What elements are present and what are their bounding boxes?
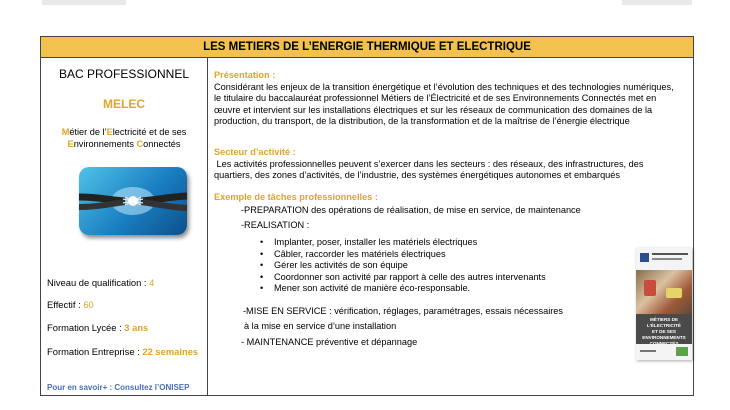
cable-illustration	[79, 167, 187, 235]
lycee-value: 3 ans	[124, 322, 149, 333]
book-footer	[636, 344, 692, 360]
effectif-row	[47, 299, 94, 310]
list-item: • Gérer les activités de son équipe	[260, 260, 600, 272]
presentation-line: production, du transport, de la distribution, de la transformation et de la maîtrise de l’énergie électrique	[214, 116, 630, 127]
metier-line-1	[41, 127, 207, 139]
tool-icon	[644, 280, 656, 296]
secteur-line: Les activités professionnelles peuvent s’exercer dans les secteurs : des réseaux, des infrastructures, des	[214, 158, 644, 169]
list-item: • Câbler, raccorder les matériels électriques	[260, 249, 600, 261]
metier-initial: C	[136, 138, 144, 149]
taches-heading: Exemple de tâches professionnelles :	[214, 192, 378, 202]
publisher-logo-icon	[676, 347, 688, 356]
cable-icon	[79, 167, 187, 235]
niveau-row	[47, 277, 154, 288]
book-title-line: ET DE SES ENVIRONNEMENTS	[642, 329, 686, 340]
secteur-heading: Secteur d’activité :	[214, 147, 296, 157]
book-photo	[636, 270, 692, 314]
effectif-label: Effectif :	[47, 299, 84, 310]
book-title	[636, 314, 692, 344]
tool-icon	[666, 288, 682, 298]
diploma-label: BAC PROFESSIONNEL	[58, 67, 190, 81]
secteur-section	[214, 147, 689, 182]
lycee-label: Formation Lycée :	[47, 322, 125, 333]
top-strip-right	[622, 0, 692, 5]
presentation-heading: Présentation :	[214, 70, 276, 80]
niveau-value: 4	[149, 277, 155, 288]
metier-initial: M	[61, 127, 70, 137]
metier-text: lectricité et de ses	[112, 127, 187, 137]
realisation-list	[260, 237, 600, 295]
niveau-label: Niveau de qualification :	[47, 277, 150, 288]
top-strip-left	[42, 0, 126, 5]
metier-line-2	[41, 139, 207, 151]
lycee-row	[47, 322, 148, 333]
onisep-link[interactable]: Pour en savoir+ : Consultez l’ONISEP	[47, 383, 190, 392]
entreprise-row	[47, 346, 198, 357]
footer-rule	[640, 350, 656, 352]
book-header	[636, 248, 692, 270]
task-mise-en-service-cont: à la mise en service d’une installation	[244, 321, 397, 331]
metier-initial: E	[106, 127, 113, 137]
metier-text: nvironnements	[73, 138, 137, 149]
logo-icon	[640, 253, 649, 262]
presentation-line: Considérant les enjeux de la transition énergétique et l’évolution des techniques et des technologies numériques,	[214, 81, 674, 92]
presentation-line: le titulaire du baccalauréat professionnel Métiers de l’Électricité et de ses Environnements Connectés met en	[214, 93, 657, 104]
entreprise-label: Formation Entreprise :	[47, 346, 143, 357]
entreprise-value: 22 semaines	[142, 346, 199, 357]
right-column	[208, 57, 693, 395]
header-rule	[652, 253, 688, 255]
list-item: • Implanter, poser, installer les matériels électriques	[260, 237, 600, 249]
metier-name	[41, 127, 207, 150]
presentation-line: œuvre et intervient sur les installations électriques et sur les réseaux de communication des domaines de la	[214, 104, 653, 115]
info-sheet	[40, 36, 694, 396]
diploma-code: MELEC	[103, 97, 145, 111]
list-item: • Mener son activité de manière éco-responsable.	[260, 283, 600, 295]
task-maintenance: - MAINTENANCE préventive et dépannage	[241, 337, 418, 347]
task-mise-en-service: -MISE EN SERVICE : vérification, réglages, paramétrages, essais nécessaires	[243, 306, 563, 316]
book-title-line: MÉTIERS DE L’ÉLECTRICITÉ	[647, 317, 681, 328]
onisep-book-cover	[636, 248, 692, 360]
metier-initial: E	[67, 138, 74, 149]
task-realisation: -REALISATION :	[241, 220, 310, 230]
left-column	[41, 57, 208, 395]
header-rule	[652, 258, 682, 260]
effectif-value: 60	[83, 299, 94, 310]
list-item: • Coordonner son activité par rapport à celle des autres intervenants	[260, 272, 600, 284]
sheet-title: LES METIERS DE L’ENERGIE THERMIQUE ET ELECTRIQUE	[41, 37, 693, 58]
metier-text: étier de l’	[69, 127, 107, 137]
metier-text: onnectés	[143, 138, 181, 149]
secteur-line: quartiers, des zones d’activités, de l’industrie, des systèmes énergétiques autonomes et embarqués	[214, 170, 620, 181]
presentation-section	[214, 70, 689, 128]
task-preparation: -PREPARATION des opérations de réalisation, de mise en service, de maintenance	[241, 205, 581, 215]
